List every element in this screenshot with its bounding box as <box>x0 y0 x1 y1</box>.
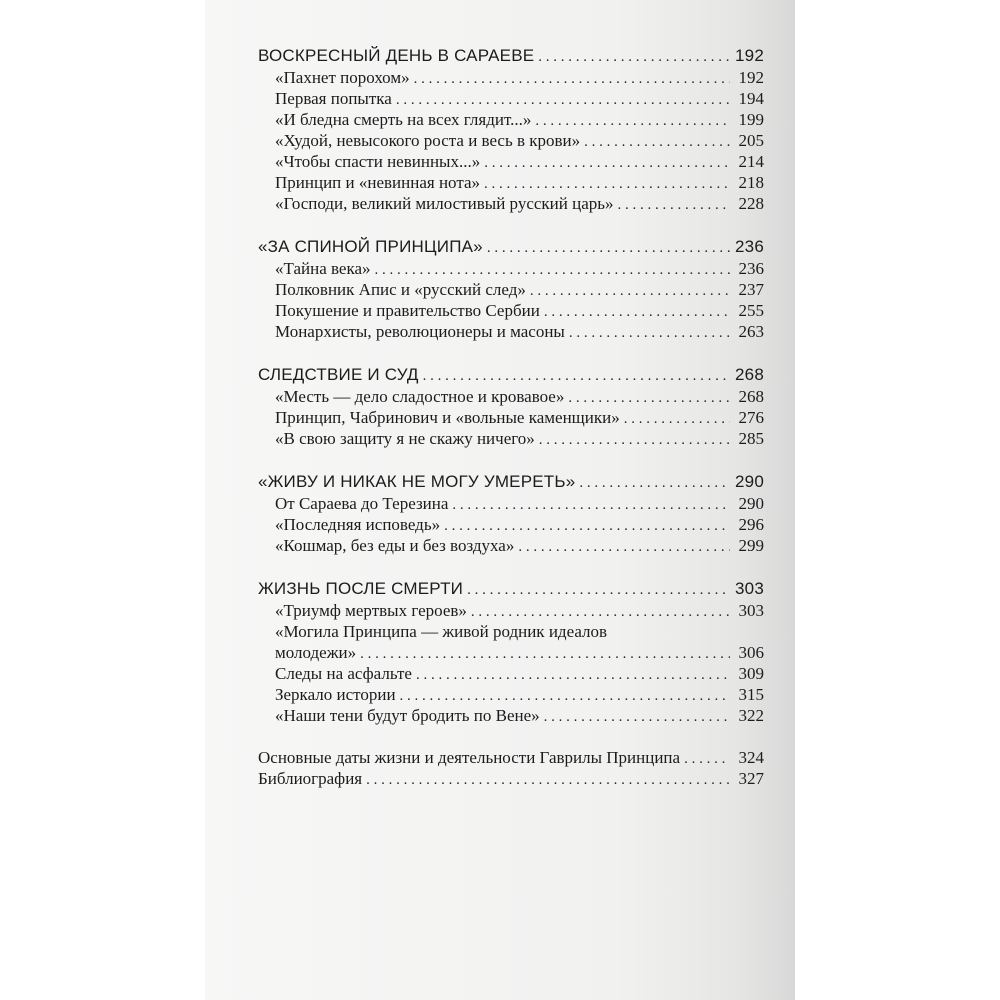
toc-entry-page-number: 205 <box>738 131 764 150</box>
appendix-entry-page-number: 324 <box>738 748 764 767</box>
section-heading-title: «ЗА СПИНОЙ ПРИНЦИПА» <box>258 237 483 256</box>
toc-entry-page-number: 315 <box>738 685 764 704</box>
toc-entry <box>258 428 764 449</box>
dot-leader <box>624 409 730 430</box>
toc-entry <box>258 705 764 726</box>
toc-entry-page-number: 306 <box>738 643 764 662</box>
toc-entry <box>258 684 764 705</box>
toc-entry-title: Монархисты, революционеры и масоны <box>275 322 565 341</box>
dot-leader <box>538 46 730 69</box>
toc-entry-title: «Наши тени будут бродить по Вене» <box>275 706 540 725</box>
toc-entry-title: «И бледна смерть на всех глядит...» <box>275 110 532 129</box>
toc-entry-page-number: 309 <box>738 664 764 683</box>
dot-leader <box>539 430 730 451</box>
toc-entry-title: «Триумф мертвых героев» <box>275 601 467 620</box>
toc-entry-title: От Сараева до Терезина <box>275 494 449 513</box>
toc-entry-title: «Могила Принципа — живой родник идеалов <box>275 622 608 641</box>
toc-entry-title: «В свою защиту я не скажу ничего» <box>275 429 535 448</box>
dot-leader <box>484 174 730 195</box>
section-heading-title: ВОСКРЕСНЫЙ ДЕНЬ В САРАЕВЕ <box>258 46 535 65</box>
section-heading-page-number: 236 <box>735 237 764 256</box>
appendix-section <box>258 747 764 789</box>
section-heading <box>258 577 764 600</box>
dot-leader <box>467 579 730 602</box>
toc-entry <box>258 109 764 130</box>
toc-entry <box>258 300 764 321</box>
dot-leader <box>375 260 730 281</box>
dot-leader <box>584 132 730 153</box>
toc-entry-page-number: 276 <box>738 408 764 427</box>
dot-leader <box>684 749 730 770</box>
toc-entry-title: Принцип, Чабринович и «вольные каменщики» <box>275 408 620 427</box>
toc-entry-title: «Господи, великий милостивый русский царь» <box>275 194 614 213</box>
toc-section <box>258 235 764 342</box>
toc-entry-page-number: 199 <box>738 110 764 129</box>
section-heading-page-number: 268 <box>735 365 764 384</box>
toc-entry-title: Следы на асфальте <box>275 664 412 683</box>
section-heading-title: СЛЕДСТВИЕ И СУД <box>258 365 419 384</box>
dot-leader <box>444 516 730 537</box>
toc-entry-page-number: 299 <box>738 536 764 555</box>
toc-entry-title: Зеркало истории <box>275 685 396 704</box>
dot-leader <box>452 495 730 516</box>
dot-leader <box>484 153 730 174</box>
appendix-entry <box>258 747 764 768</box>
toc-entry-title: «Худой, невысокого роста и весь в крови» <box>275 131 581 150</box>
toc-entry <box>258 600 764 621</box>
toc-entry <box>258 642 764 663</box>
section-heading <box>258 235 764 258</box>
toc-entry-title: Полковник Апис и «русский след» <box>275 280 526 299</box>
toc-entry <box>258 151 764 172</box>
appendix-entry-page-number: 327 <box>738 769 764 788</box>
section-heading-page-number: 303 <box>735 579 764 598</box>
appendix-entry-title: Основные даты жизни и деятельности Гаврилы Принципа <box>258 748 681 767</box>
toc-entry-page-number: 214 <box>738 152 764 171</box>
dot-leader <box>487 237 730 260</box>
dot-leader <box>579 472 730 495</box>
toc-entry-title: «Чтобы спасти невинных...» <box>275 152 481 171</box>
toc-entry-page-number: 296 <box>738 515 764 534</box>
toc-entry <box>258 535 764 556</box>
toc-entry <box>258 407 764 428</box>
toc-entry <box>258 321 764 342</box>
section-heading-page-number: 290 <box>735 472 764 491</box>
toc-section <box>258 44 764 214</box>
section-heading <box>258 44 764 67</box>
section-heading-title: «ЖИВУ И НИКАК НЕ МОГУ УМЕРЕТЬ» <box>258 472 576 491</box>
toc-entry-page-number: 192 <box>738 68 764 87</box>
toc-entry <box>258 663 764 684</box>
dot-leader <box>471 602 730 623</box>
section-heading-title: ЖИЗНЬ ПОСЛЕ СМЕРТИ <box>258 579 464 598</box>
toc-entry-title: «Тайна века» <box>275 259 371 278</box>
toc-entry-page-number: 237 <box>738 280 764 299</box>
toc-entry <box>258 67 764 88</box>
dot-leader <box>518 537 730 558</box>
toc-entry <box>258 193 764 214</box>
dot-leader <box>618 195 730 216</box>
toc-entry <box>258 258 764 279</box>
toc-entry-page-number: 268 <box>738 387 764 406</box>
dot-leader <box>414 69 730 90</box>
toc-entry-page-number: 255 <box>738 301 764 320</box>
dot-leader <box>416 665 730 686</box>
dot-leader <box>530 281 730 302</box>
toc-entry-title: «Последняя исповедь» <box>275 515 441 534</box>
dot-leader <box>535 111 730 132</box>
toc-entry <box>258 514 764 535</box>
toc-entry-page-number: 303 <box>738 601 764 620</box>
toc-entry <box>258 88 764 109</box>
toc-entry-title: молодежи» <box>275 643 357 662</box>
toc-entry-page-number: 236 <box>738 259 764 278</box>
toc-entry-page-number: 322 <box>738 706 764 725</box>
dot-leader <box>366 770 730 791</box>
toc-entry-page-number: 263 <box>738 322 764 341</box>
toc-entry-page-number: 218 <box>738 173 764 192</box>
toc-entry-title: «Месть — дело сладостное и кровавое» <box>275 387 565 406</box>
appendix-entry-title: Библиография <box>258 769 363 788</box>
dot-leader <box>544 707 730 728</box>
dot-leader <box>360 644 730 665</box>
toc-entry-page-number: 290 <box>738 494 764 513</box>
toc-section <box>258 577 764 726</box>
section-heading <box>258 470 764 493</box>
dot-leader <box>400 686 730 707</box>
toc-entry-title: «Кошмар, без еды и без воздуха» <box>275 536 515 555</box>
toc-entry-title: Первая попытка <box>275 89 392 108</box>
toc-entry <box>258 279 764 300</box>
toc-entry-title: Принцип и «невинная нота» <box>275 173 480 192</box>
dot-leader <box>544 302 730 323</box>
toc-entry-title: «Пахнет порохом» <box>275 68 410 87</box>
toc-entry-page-number: 194 <box>738 89 764 108</box>
toc-section <box>258 470 764 556</box>
section-heading-page-number: 192 <box>735 46 764 65</box>
toc-entry <box>258 386 764 407</box>
section-heading <box>258 363 764 386</box>
toc-section <box>258 363 764 449</box>
dot-leader <box>568 388 730 409</box>
table-of-contents <box>258 44 764 810</box>
appendix-entry <box>258 768 764 789</box>
toc-entry <box>258 172 764 193</box>
dot-leader <box>396 90 730 111</box>
dot-leader <box>423 365 730 388</box>
toc-entry <box>258 493 764 514</box>
toc-entry <box>258 130 764 151</box>
toc-entry <box>258 621 764 642</box>
toc-entry-page-number: 228 <box>738 194 764 213</box>
toc-entry-title: Покушение и правительство Сербии <box>275 301 540 320</box>
toc-entry-page-number: 285 <box>738 429 764 448</box>
dot-leader <box>569 323 730 344</box>
